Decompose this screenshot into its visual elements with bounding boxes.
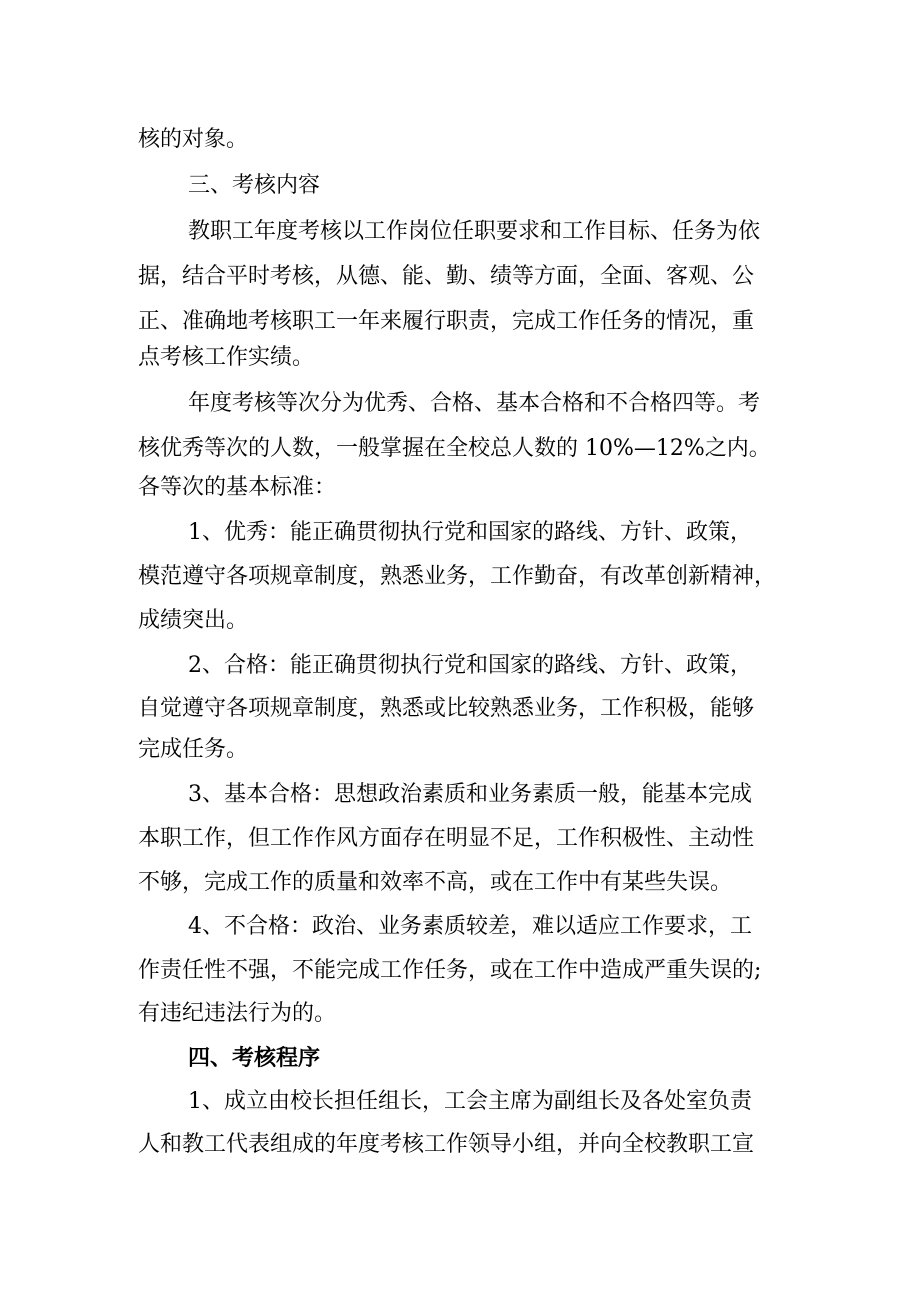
paragraph-line: 完成任务。 [138, 737, 249, 762]
paragraph-line: 1、优秀：能正确贯彻执行党和国家的路线、方针、政策， [188, 520, 752, 545]
paragraph-line: 成绩突出。 [138, 608, 249, 633]
paragraph-line: 核的对象。 [138, 127, 249, 152]
paragraph-line: 正、准确地考核职工一年来履行职责，完成工作任务的情况，重 [138, 309, 755, 334]
paragraph-line: 据，结合平时考核，从德、能、勤、绩等方面，全面、客观、公 [138, 264, 755, 289]
paragraph-line: 1、成立由校长担任组长，工会主席为副组长及各处室负责 [188, 1089, 752, 1114]
paragraph-line: 人和教工代表组成的年度考核工作领导小组，并向全校教职工宣 [138, 1132, 755, 1157]
paragraph-line: 核优秀等次的人数，一般掌握在全校总人数的 10%—12%之内。 [138, 436, 771, 461]
paragraph-line: 3、基本合格：思想政治素质和业务素质一般，能基本完成 [188, 782, 752, 807]
paragraph-line: 有违纪违法行为的。 [138, 1001, 337, 1026]
paragraph-line: 作责任性不强，不能完成工作任务，或在工作中造成严重失误的; [138, 958, 762, 983]
section-heading-assessment-content: 三、考核内容 [188, 173, 321, 198]
paragraph-line: 点考核工作实绩。 [138, 345, 315, 370]
paragraph-line: 自觉遵守各项规章制度，熟悉或比较熟悉业务，工作积极，能够 [138, 696, 755, 721]
section-heading-assessment-procedure: 四、考核程序 [188, 1045, 321, 1071]
paragraph-line: 不够，完成工作的质量和效率不高，或在工作中有某些失误。 [138, 870, 733, 895]
paragraph-line: 本职工作，但工作作风方面存在明显不足，工作积极性、主动性 [138, 826, 755, 851]
paragraph-line: 2、合格：能正确贯彻执行党和国家的路线、方针、政策， [188, 653, 752, 678]
paragraph-line: 模范遵守各项规章制度，熟悉业务，工作勤奋，有改革创新精神， [138, 564, 777, 589]
paragraph-line: 各等次的基本标准： [138, 475, 337, 500]
paragraph-line: 教职工年度考核以工作岗位任职要求和工作目标、任务为依 [188, 219, 761, 244]
paragraph-line: 4、不合格：政治、业务素质较差，难以适应工作要求，工 [188, 914, 752, 939]
paragraph-line: 年度考核等次分为优秀、合格、基本合格和不合格四等。考 [188, 391, 761, 416]
